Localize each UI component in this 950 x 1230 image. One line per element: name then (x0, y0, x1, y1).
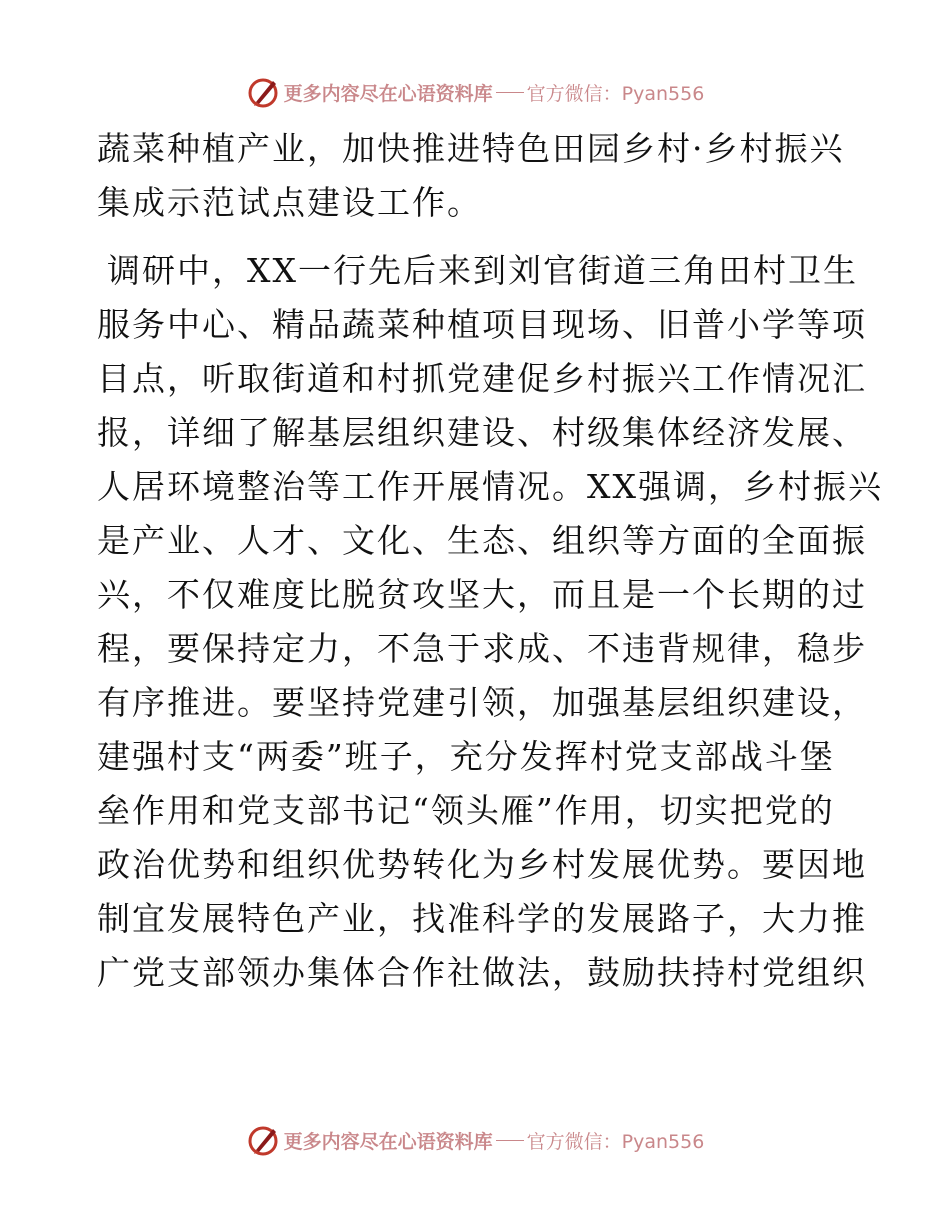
watermark-wechat-text: 官方微信：Pyan556 (526, 82, 705, 105)
text-line: 程，要保持定力，不急于求成、不违背规律，稳步 (97, 629, 867, 668)
text-line: 兴，不仅难度比脱贫攻坚大，而且是一个长期的过 (97, 575, 867, 614)
text-line: 广党支部领办集体合作社做法，鼓励扶持村党组织 (97, 953, 867, 992)
footer-watermark (0, 1120, 950, 1160)
text-line: 服务中心、精品蔬菜种植项目现场、旧普小学等项 (97, 305, 867, 344)
text-line: 集成示范试点建设工作。 (97, 183, 482, 222)
text-line: 蔬菜种植产业，加快推进特色田园乡村·乡村振兴 (97, 129, 845, 168)
paragraph-1 (97, 122, 857, 230)
text-line: 建强村支“两委”班子，充分发挥村党支部战斗堡 (97, 737, 835, 776)
text-line: 报，详细了解基层组织建设、村级集体经济发展、 (97, 413, 867, 452)
watermark-main-text: 更多内容尽在心语资料库 (283, 82, 493, 105)
paragraph-2 (97, 244, 883, 1000)
text-line: 目点，听取街道和村抓党建促乡村振兴工作情况汇 (97, 359, 867, 398)
text-line: 制宜发展特色产业，找准科学的发展路子，大力推 (97, 899, 867, 938)
text-line: 有序推进。要坚持党建引领，加强基层组织建设， (97, 683, 867, 722)
pen-logo-icon (246, 75, 280, 109)
text-line: 人居环境整治等工作开展情况。XX强调，乡村振兴 (97, 467, 883, 506)
text-line: 政治优势和组织优势转化为乡村发展优势。要因地 (97, 845, 867, 884)
document-body (97, 122, 883, 1000)
text-line: 调研中，XX一行先后来到刘官街道三角田村卫生 (107, 251, 858, 290)
watermark-main-text: 更多内容尽在心语资料库 (283, 1130, 493, 1153)
watermark-dash (496, 1140, 524, 1141)
watermark-dash (496, 92, 524, 93)
text-line: 垒作用和党支部书记“领头雁”作用，切实把党的 (97, 791, 835, 830)
pen-logo-icon (246, 1123, 280, 1157)
watermark-wechat-text: 官方微信：Pyan556 (526, 1130, 705, 1153)
text-line: 是产业、人才、文化、生态、组织等方面的全面振 (97, 521, 867, 560)
header-watermark (0, 72, 950, 112)
